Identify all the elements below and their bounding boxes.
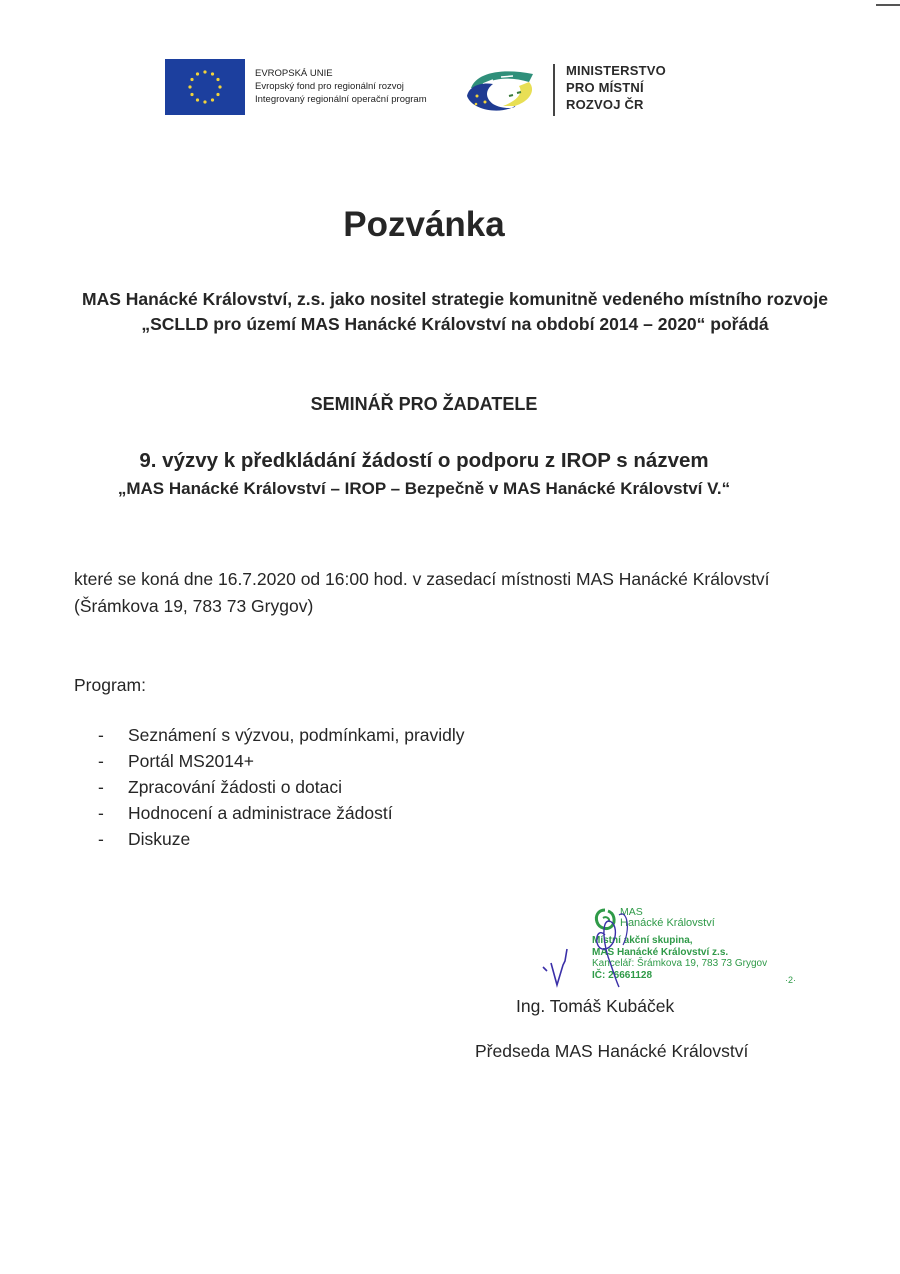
eu-fund-label: Evropský fond pro regionální rozvoj (255, 81, 404, 92)
call-name: „MAS Hanácké Království – IROP – Bezpečně v MAS Hanácké Království V.“ (117, 479, 731, 498)
program-item-text: Seznámení s výzvou, podmínkami, pravidly (128, 725, 465, 745)
eu-logo-text (255, 67, 427, 106)
ministry-line-1: MINISTERSTVO (566, 63, 666, 78)
signer-name: Ing. Tomáš Kubáček (516, 996, 675, 1016)
page-title: Pozvánka (343, 205, 505, 244)
stamp-line: Místní akční skupina, (592, 935, 693, 946)
event-details: které se koná dne 16.7.2020 od 16:00 hod. v zasedací místnosti MAS Hanácké Království (Šrámkova 19, 783 73 Grygov) (74, 569, 770, 616)
stamp-line: MAS Hanácké Království z.s. (592, 946, 729, 958)
stamp-line: IČ: 26661128 (592, 969, 653, 981)
ministry-line-2: PRO MÍSTNÍ (566, 80, 644, 95)
eu-program-label: Integrovaný regionální operační program (255, 94, 427, 105)
program-item (98, 722, 465, 748)
seminar-heading: SEMINÁŘ PRO ŽADATELE (310, 394, 538, 414)
program-list (98, 722, 465, 852)
dash-bullet-icon: - (98, 777, 104, 797)
program-item-text: Portál MS2014+ (128, 751, 254, 771)
eu-flag-icon (165, 59, 245, 115)
program-item-text: Hodnocení a administrace žádostí (128, 803, 393, 823)
dash-bullet-icon: - (98, 751, 104, 771)
eu-union-label: EVROPSKÁ UNIE (255, 68, 333, 79)
dash-bullet-icon: - (98, 725, 104, 745)
handwritten-signature-icon (535, 905, 675, 995)
stamp-mas-word: MAS (620, 906, 643, 918)
dash-bullet-icon: - (98, 803, 104, 823)
program-item (98, 748, 465, 774)
scan-mark (876, 4, 900, 6)
ministry-name (566, 62, 666, 113)
stamp-number: ·2· (785, 975, 796, 985)
program-item (98, 774, 465, 800)
program-item (98, 800, 465, 826)
program-item-text: Diskuze (128, 829, 191, 849)
intro-paragraph: MAS Hanácké Království, z.s. jako nositel strategie komunitně vedeného místního rozvoje „SCLLD pro území MAS Hanácké Království na období 2014 – 2020“ pořádá (82, 289, 828, 334)
dash-bullet-icon: - (98, 829, 104, 849)
mmr-logo-icon (463, 66, 543, 112)
program-item-text: Zpracování žádosti o dotaci (128, 777, 343, 797)
signer-role: Předseda MAS Hanácké Království (475, 1041, 749, 1061)
ministry-line-3: ROZVOJ ČR (566, 97, 644, 112)
call-heading: 9. výzvy k předkládání žádostí o podporu z IROP s názvem (139, 449, 709, 472)
stamp-line: Kancelář: Šrámkova 19, 783 73 Grygov (592, 958, 768, 969)
logo-divider (553, 64, 555, 116)
program-label: Program: (74, 675, 146, 695)
stamp-org-name: Hanácké Království (620, 917, 715, 929)
program-item (98, 826, 465, 852)
